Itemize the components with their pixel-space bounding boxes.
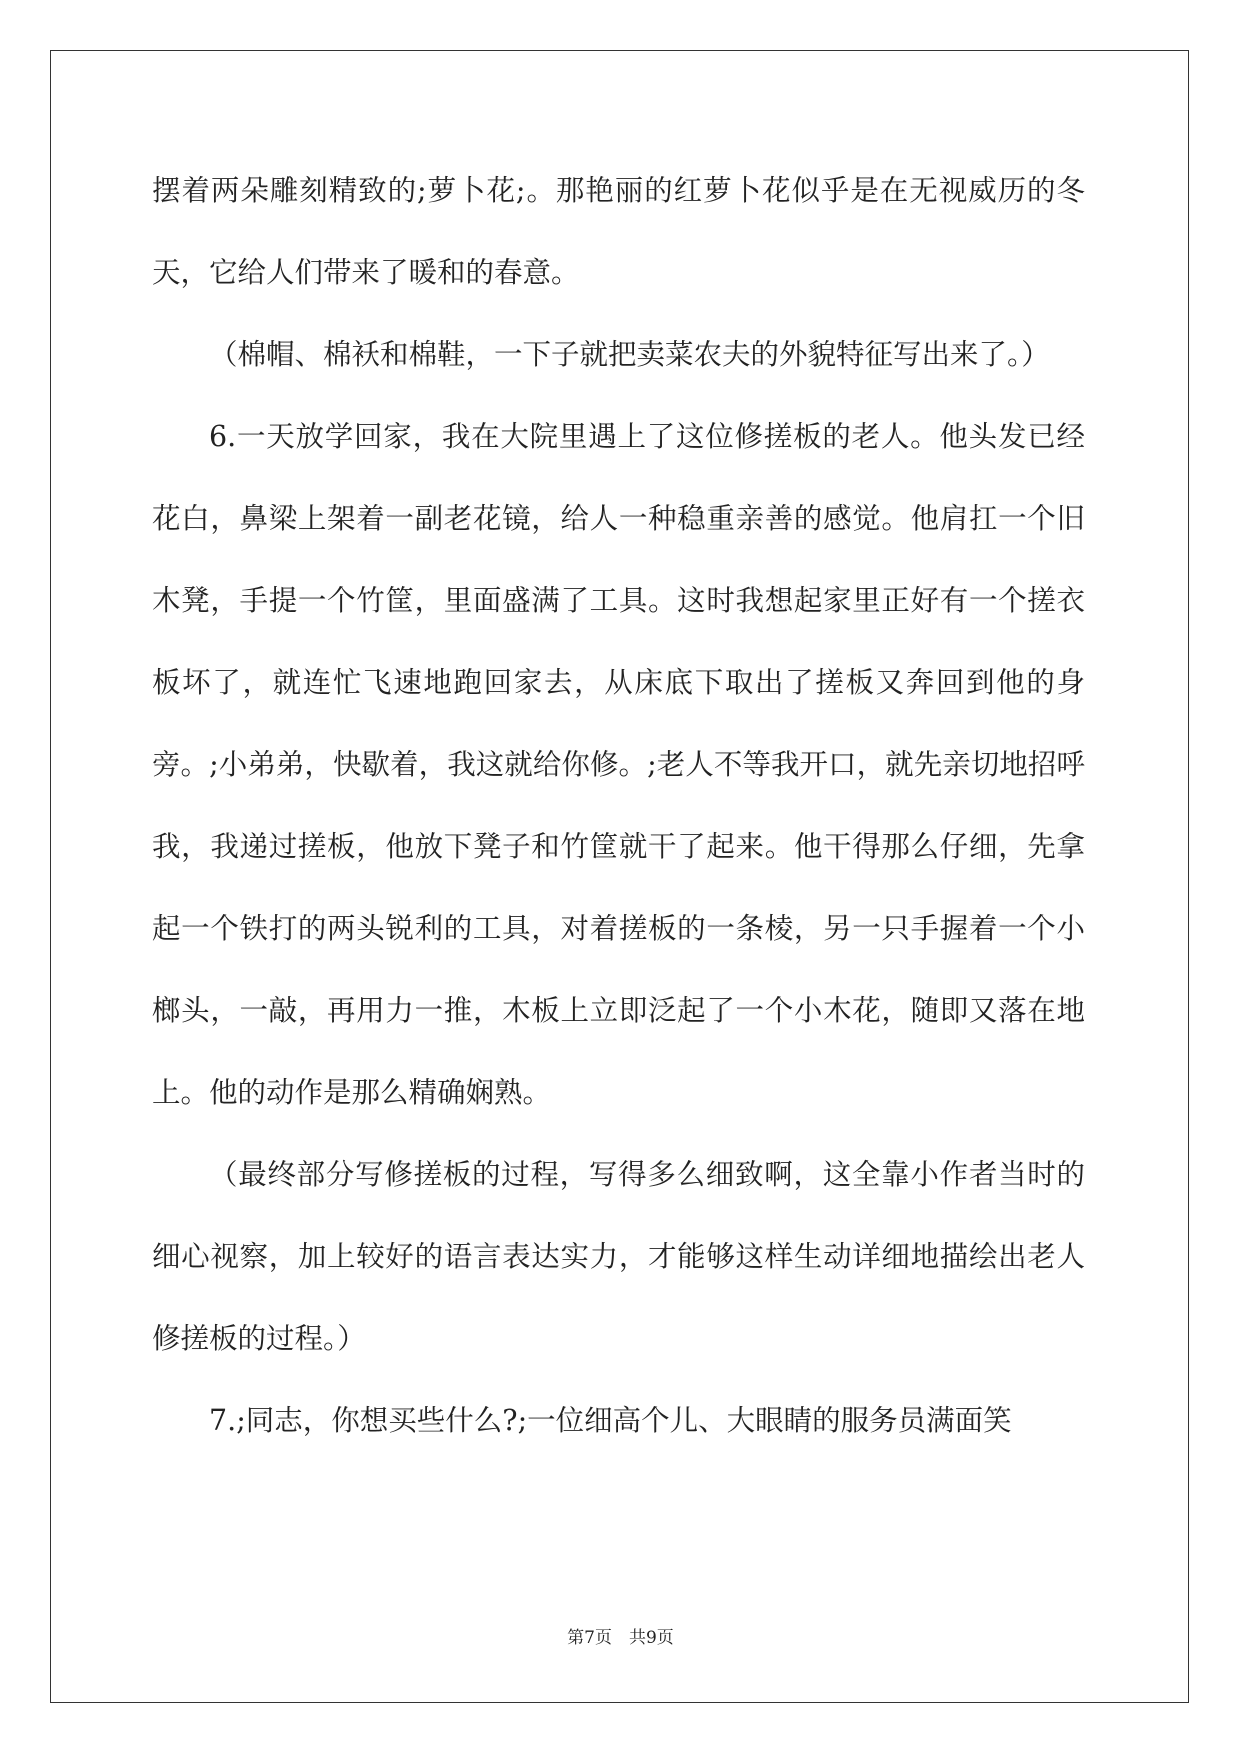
- paragraph-2: （棉帽、棉袄和棉鞋，一下子就把卖菜农夫的外貌特征写出来了。）: [209, 338, 1050, 371]
- paragraph-1: 摆着两朵雕刻精致的;萝卜花;。那艳丽的红萝卜花似乎是在无视威历的冬天，它给人们带来了暖和的春意。: [152, 174, 1085, 289]
- paragraph-4: （最终部分写修搓板的过程，写得多么细致啊，这全靠小作者当时的细心视察，加上较好的语言表达实力，才能够这样生动详细地描绘出老人修搓板的过程。）: [152, 1158, 1085, 1355]
- paragraph-3: 6.一天放学回家，我在大院里遇上了这位修搓板的老人。他头发已经花白，鼻梁上架着一副老花镜，给人一种稳重亲善的感觉。他肩扛一个旧木凳，手提一个竹筐，里面盛满了工具。这时我想起家里正好有一个搓衣板坏了，就连忙飞速地跑回家去，从床底下取出了搓板又奔回到他的身旁。;小弟弟，快歇着，我这就给你修。;老人不等我开口，就先亲切地招呼我，我递过搓板，他放下凳子和竹筐就干了起来。他干得那么仔细，先拿起一个铁打的两头锐利的工具，对着搓板的一条棱，另一只手握着一个小榔头，一敲，再用力一推，木板上立即泛起了一个小木花，随即又落在地上。他的动作是那么精确娴熟。: [152, 420, 1085, 1109]
- paragraph-5: 7.;同志，你想买些什么?;一位细高个儿、大眼睛的服务员满面笑: [209, 1404, 1012, 1437]
- document-body: [152, 150, 1085, 1462]
- page-footer: 第7页 共9页: [567, 1628, 674, 1648]
